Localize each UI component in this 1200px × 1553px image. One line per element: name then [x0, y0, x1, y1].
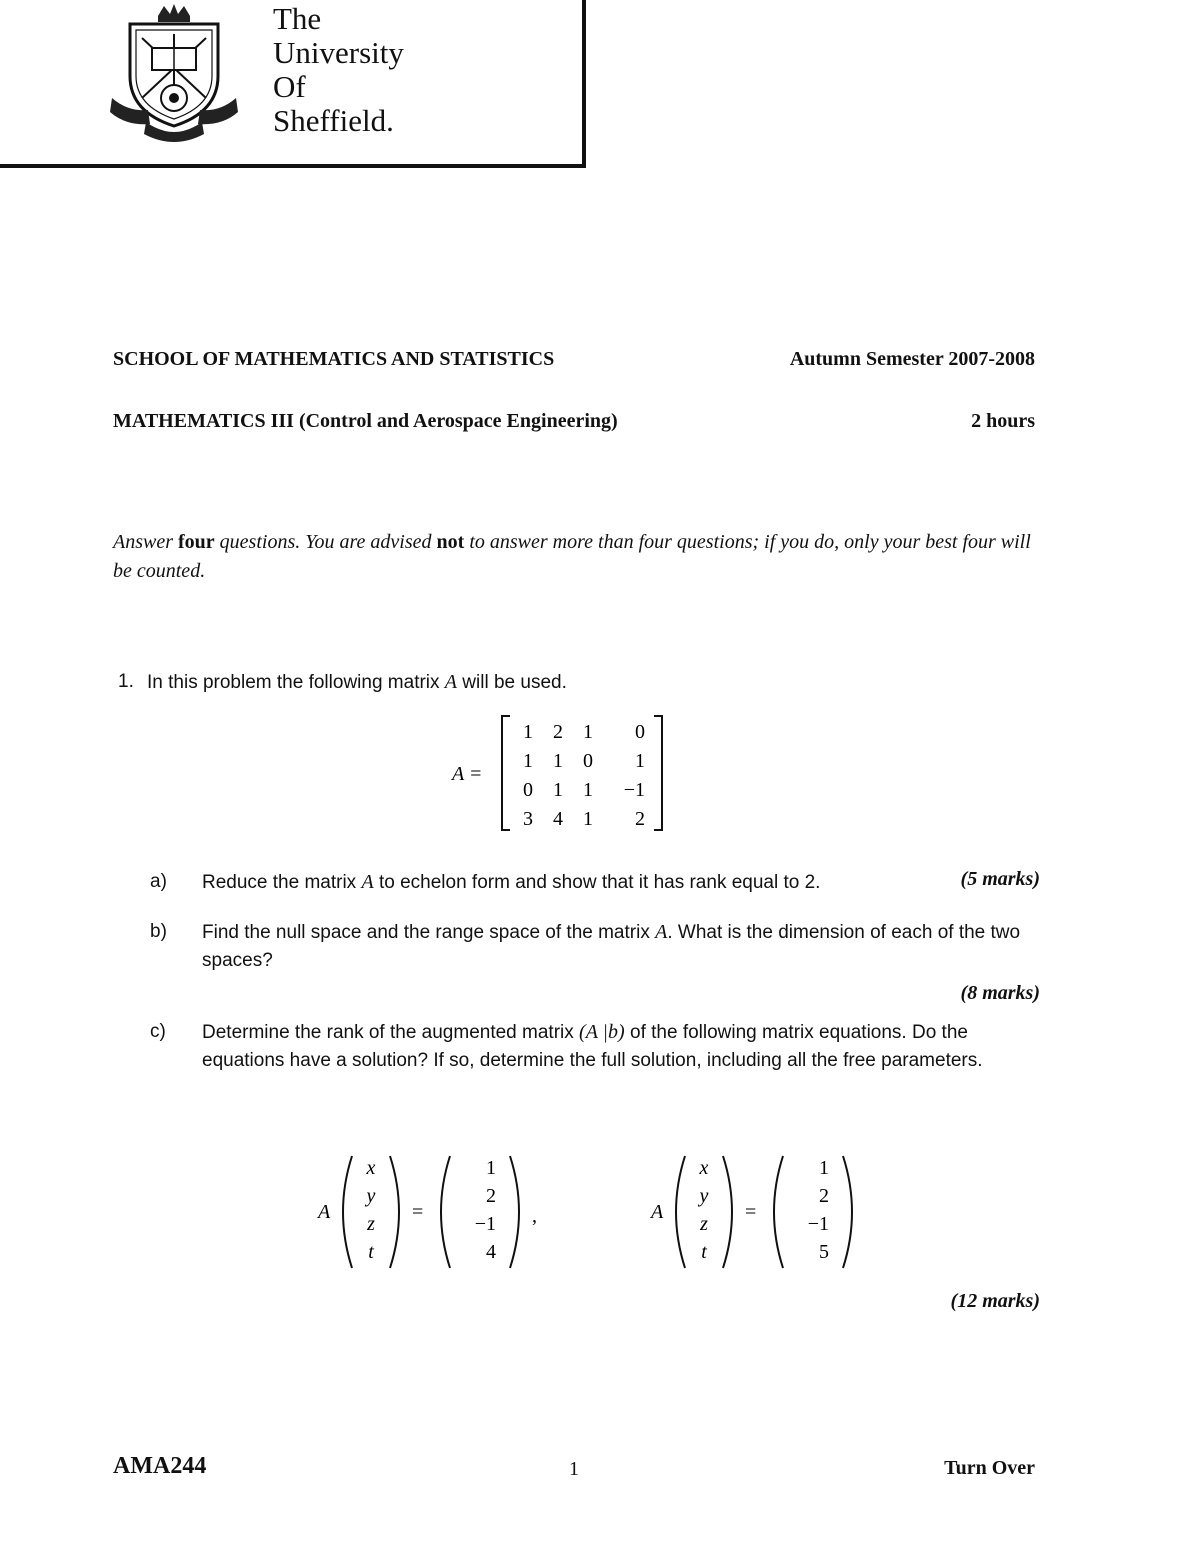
vector-entry: y [366, 1185, 376, 1207]
matrix-cell: 3 [523, 808, 533, 830]
course-code: AMA244 [113, 1453, 207, 1479]
vector-entry: 4 [486, 1241, 496, 1263]
matrix-a-display [440, 710, 680, 836]
vector-entry: x [366, 1157, 376, 1179]
matrix-cell: 1 [583, 779, 593, 801]
instruction-text: to answer more than four questions; if you do, only your best four will be counted. [113, 531, 1031, 582]
right-paren [723, 1156, 732, 1268]
matrix-cell: 1 [523, 750, 533, 772]
vector-entry: z [367, 1213, 375, 1235]
matrix-cell: 0 [583, 750, 593, 772]
left-paren [774, 1156, 783, 1268]
school-name: SCHOOL OF MATHEMATICS AND STATISTICS [113, 348, 555, 370]
part-text: Reduce the matrix [202, 872, 362, 893]
question-number: 1. [118, 671, 134, 692]
matrix-cell: 1 [583, 721, 593, 743]
augmented-matrix: (A |b) [579, 1021, 625, 1043]
university-name [273, 2, 404, 138]
university-name-line: Of [273, 69, 306, 104]
part-b-text [202, 918, 1022, 975]
right-paren [843, 1156, 852, 1268]
right-paren [510, 1156, 519, 1268]
university-name-line: University [273, 35, 404, 70]
instruction-emphasis: four [178, 531, 215, 553]
vector-entry: t [368, 1241, 374, 1263]
right-paren [390, 1156, 399, 1268]
matrix-entries [523, 721, 645, 830]
equals-sign: = [412, 1201, 424, 1223]
part-a-marks: (5 marks) [960, 868, 1040, 890]
matrix-cell: 0 [523, 779, 533, 801]
instruction-text: questions. You are advised [214, 531, 437, 553]
course-title: MATHEMATICS III (Control and Aerospace Engineering) [113, 410, 618, 432]
part-text: Find the null space and the range space of the matrix [202, 922, 656, 943]
vector-entry: −1 [474, 1213, 496, 1235]
equation-1 [310, 1150, 550, 1274]
matrix-cell: 0 [635, 721, 645, 743]
matrix-cell: 4 [553, 808, 563, 830]
equation-lhs: A [318, 1201, 331, 1223]
part-text: Determine the rank of the augmented matrix [202, 1022, 580, 1043]
turn-over-note: Turn Over [944, 1457, 1035, 1479]
matrix-cell: 1 [635, 750, 645, 772]
instruction-text: Answer [113, 531, 178, 553]
left-paren [441, 1156, 450, 1268]
part-b-marks: (8 marks) [960, 982, 1040, 1004]
matrix-variable: A [361, 871, 374, 893]
matrix-variable: A [444, 671, 458, 693]
matrix-cell: 1 [583, 808, 593, 830]
matrix-label: A = [452, 763, 483, 785]
matrix-cell: −1 [623, 779, 645, 801]
vector-entry: 1 [486, 1157, 496, 1179]
matrix-variable: A [655, 921, 668, 943]
matrix-cell: 2 [635, 808, 645, 830]
vector-entry: y [699, 1185, 709, 1207]
exam-duration: 2 hours [971, 410, 1035, 432]
vector-entry: −1 [807, 1213, 829, 1235]
vector-entry: 2 [486, 1185, 496, 1207]
part-c-text [202, 1018, 1032, 1075]
equation-lhs: A [651, 1201, 664, 1223]
exam-instructions [113, 528, 1037, 586]
matrix-cell: 2 [553, 721, 563, 743]
semester: Autumn Semester 2007-2008 [789, 348, 1035, 370]
equation-separator: , [532, 1205, 537, 1227]
question-intro-text: In this problem the following matrix [147, 672, 445, 693]
part-text: to echelon form and show that it has rank equal to 2. [373, 872, 821, 893]
equals-sign: = [745, 1201, 757, 1223]
part-c-label: c) [150, 1021, 166, 1042]
instruction-emphasis: not [436, 531, 465, 553]
matrix-right-bracket [654, 716, 662, 830]
part-b-label: b) [150, 921, 167, 942]
part-text: . What is the dimension of each of the two spaces? [202, 922, 1021, 971]
left-paren [676, 1156, 685, 1268]
vector-entry: z [700, 1213, 708, 1235]
matrix-cell: 1 [553, 750, 563, 772]
university-crest-icon [108, 2, 240, 142]
left-paren [343, 1156, 352, 1268]
part-a-label: a) [150, 871, 167, 892]
vector-entry: 1 [819, 1157, 829, 1179]
equation-2 [643, 1150, 883, 1274]
matrix-cell: 1 [523, 721, 533, 743]
matrix-left-bracket [502, 716, 510, 830]
university-name-line: The [273, 1, 322, 36]
vector-entry: t [701, 1241, 707, 1263]
vector-entry: 5 [819, 1241, 829, 1263]
university-name-line: Sheffield. [273, 103, 394, 138]
part-c-marks: (12 marks) [950, 1290, 1040, 1312]
matrix-cell: 1 [553, 779, 563, 801]
page-number: 1 [569, 1458, 579, 1480]
vector-entry: x [699, 1157, 709, 1179]
question-intro-text: will be used. [457, 672, 567, 693]
vector-entry: 2 [819, 1185, 829, 1207]
question-intro [147, 668, 567, 697]
part-a-text [202, 868, 820, 897]
part-text: of the following matrix equations. Do the equations have a solution? If so, determine the full solution, including all the free parameters. [202, 1022, 983, 1071]
